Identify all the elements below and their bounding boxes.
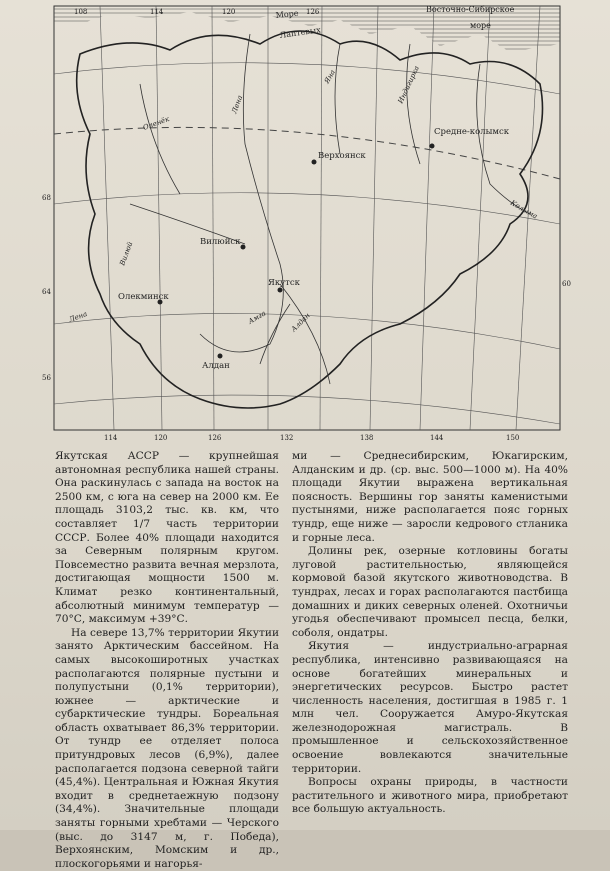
paragraph: На севере 13,7% территории Якутии занято Арктическим бассейном. На самых высокоширотных участках располагаются полярные пустыни и полупустыни (0,1% территории), южнее — арктические и субарктические тундры. Бореальная область охватывает 86,3% территории. От тундр ее отделяет полоса притундровых лесов (6,9%), далее располагается подзона северной тайги (45,4%). Центральная и Южная Якутия входит в среднетаежную подзону (34,4%). Значительные площади заняты горными хребтами — Черского (выс. до 3147 м, г. Победа), Верхоянским, Момским и др., плоскогорьями и нагорья- — [55, 626, 279, 870]
top-126: 126 — [306, 8, 320, 16]
paragraph: Вопросы охраны природы, в частности растительного и животного мира, приобретают все большую актуальность. — [292, 776, 568, 816]
river-aldan: Алдан — [289, 311, 312, 334]
paragraph: Якутия — индустриально-аграрная республика, интенсивно развивающаяся на основе богатейших минеральных и энергетических ресурсов. Быстро растет численность населения, достигшая в 1985 г. 1 млн чел. Сооружается Амуро-Якутская железнодорожная магистраль. В промышленное и сельскохозяйственное освоение вовлекаются значительные территории. — [292, 640, 568, 775]
top-114: 114 — [150, 8, 164, 16]
river-amga: Амга — [247, 309, 268, 326]
city-olekminsk: Олекминск — [118, 292, 169, 302]
sea-label-4: море — [470, 21, 491, 30]
lon-126: 126 — [208, 434, 222, 442]
graticule — [54, 6, 560, 430]
lon-144: 144 — [430, 434, 444, 442]
paragraph: ми — Среднесибирским, Юкагирским, Алданским и др. (ср. выс. 500—1000 м). На 40% площади Якутии выражена вертикальная поясность. Вершины гор заняты каменистыми пустынями, ниже располагается пояс горных тундр, еще ниже — заросли кедрового стланика и горные леса. — [292, 450, 568, 544]
lon-120: 120 — [154, 434, 168, 442]
map-frame — [54, 6, 560, 430]
river-yana: Яна — [322, 68, 337, 85]
river-vilyuy: Вилюй — [118, 240, 135, 267]
city-vilyuysk: Вилюйск — [200, 237, 241, 247]
yakutia-map — [40, 4, 572, 444]
map-svg — [40, 4, 572, 444]
top-120: 120 — [222, 8, 236, 16]
lat-64: 64 — [42, 288, 51, 296]
sea-label-2: Лаптевых — [279, 25, 322, 40]
city-srednekolymsk: Средне-колымск — [434, 127, 510, 137]
city-aldan: Алдан — [202, 361, 230, 371]
river-lena-north: Лена — [230, 94, 245, 115]
lon-150: 150 — [506, 434, 520, 442]
yakutia-border — [77, 31, 543, 408]
text-column-left — [55, 450, 279, 871]
sea-label-1: Море — [275, 8, 299, 20]
lon-114: 114 — [104, 434, 118, 442]
city-verkhoyansk: Верхоянск — [318, 151, 366, 161]
lat-60: 60 — [562, 280, 571, 288]
paragraph: Якутская АССР — крупнейшая автономная республика нашей страны. Она раскинулась с запада на восток на 2500 км, с юга на север на 2000 км. Ее площадь 3103,2 тыс. кв. км, что составляет 1/7 часть территории СССР. Более 40% площади находится за Северным полярным кругом. Повсеместно развита вечная мерзлота, достигающая мощности 1500 м. Климат резко континентальный, абсолютный минимум температур —70°С, максимум +39°С. — [55, 450, 279, 626]
city-yakutsk: Якутск — [268, 278, 300, 288]
lon-138: 138 — [360, 434, 374, 442]
lon-132: 132 — [280, 434, 294, 442]
sea-label-3: Восточно-Сибирское — [426, 5, 515, 14]
lat-68: 68 — [42, 194, 51, 202]
river-indigirka: Индигирка — [396, 64, 421, 105]
river-olenek: Оленёк — [141, 115, 171, 132]
river-lena-south: Лена — [67, 309, 89, 324]
paragraph: Долины рек, озерные котловины богаты луговой растительностью, являющейся кормовой базой якутского животноводства. В тундрах, лесах и горах располагаются пастбища домашних и диких северных оленей. Охотничьи угодья обеспечивают промысел песца, белки, соболя, ондатры. — [292, 545, 568, 639]
text-column-right — [292, 450, 568, 817]
river-kolyma: Колыма — [509, 198, 539, 221]
top-108: 108 — [74, 8, 88, 16]
lat-56: 56 — [42, 374, 51, 382]
